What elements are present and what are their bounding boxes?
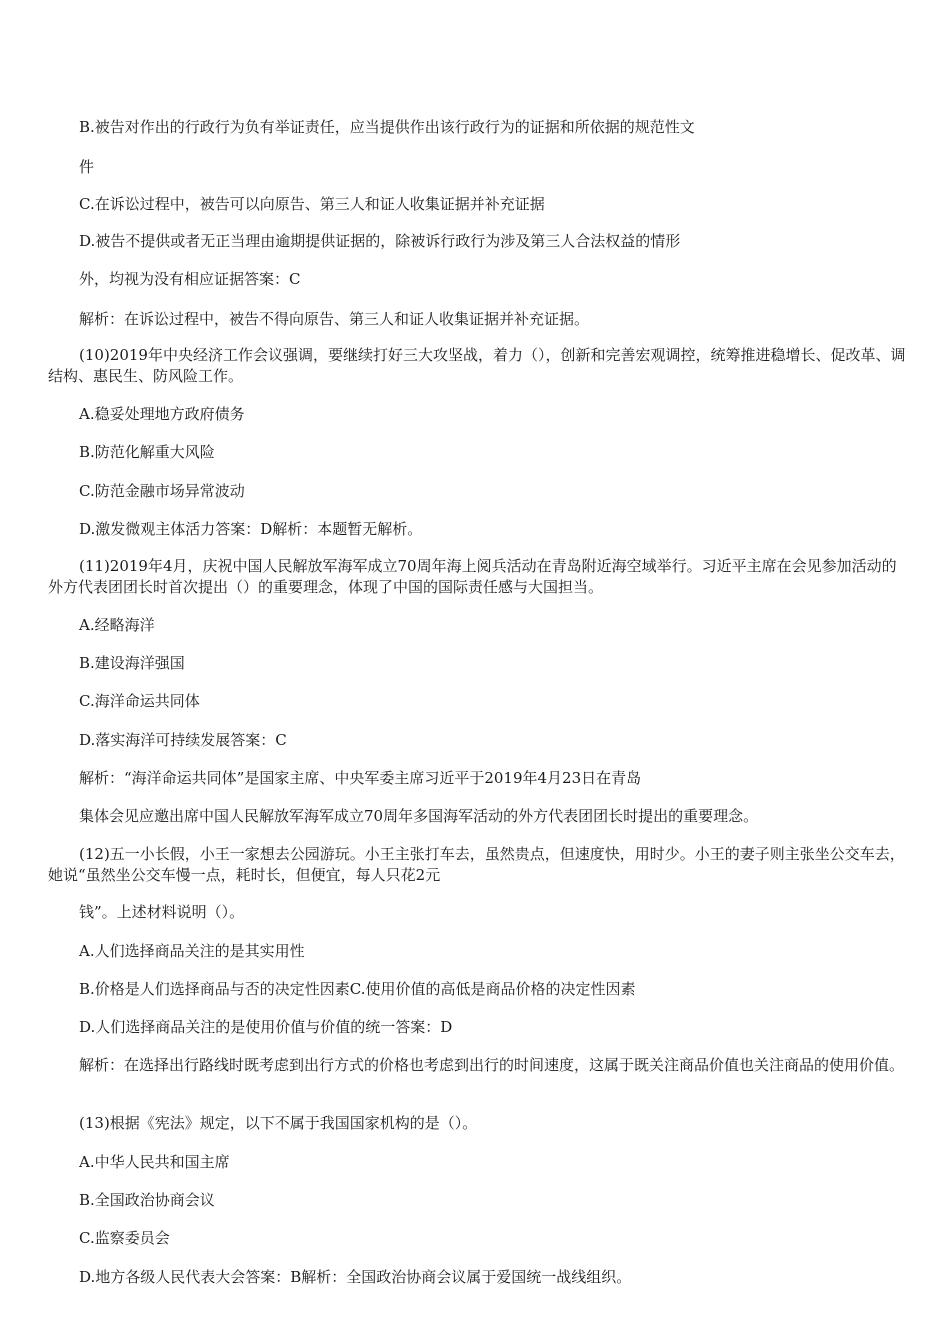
option-d-line-1: D.被告不提供或者无正当理由逾期提供证据的，除被诉行政行为涉及第三人合法权益的情形 [79,232,681,250]
question-12-line-3: 钱”。上述材料说明（）。 [79,903,245,921]
question-11: (11)2019年4月，庆祝中国人民解放军海军成立70周年海上阅兵活动在青岛附近海空域举行。习近平主席在会见参加活动的外方代表团团长时首次提出（）的重要理念，体现了中国的国际责任感与大国担当。 [48,557,897,596]
question-12-option-a: A.人们选择商品关注的是其实用性 [79,942,305,960]
question-13: (13)根据《宪法》规定，以下不属于我国国家机构的是（）。 [79,1114,478,1132]
question-12-option-bc: B.价格是人们选择商品与否的决定性因素C.使用价值的高低是商品价格的决定性因素 [79,980,636,998]
question-10-option-d: D.激发微观主体活力答案：D解析：本题暂无解析。 [79,520,423,538]
question-10-option-c: C.防范金融市场异常波动 [79,482,245,500]
question-11-option-c: C.海洋命运共同体 [79,692,200,710]
question-13-option-b: B.全国政治协商会议 [79,1191,215,1209]
option-c: C.在诉讼过程中，被告可以向原告、第三人和证人收集证据并补充证据 [79,195,545,213]
question-10-option-b: B.防范化解重大风险 [79,443,215,461]
option-b-line-1: B.被告对作出的行政行为负有举证责任，应当提供作出该行政行为的证据和所依据的规范性文 [79,118,695,136]
question-10: (10)2019年中央经济工作会议强调，要继续打好三大攻坚战，着力（），创新和完善宏观调控，统筹推进稳增长、促改革、调结构、惠民生、防风险工作。 [48,346,906,385]
question-13-option-c: C.监察委员会 [79,1229,170,1247]
analysis-11-line-2: 集体会见应邀出席中国人民解放军海军成立70周年多国海军活动的外方代表团团长时提出的重要理念。 [79,807,759,825]
question-12-option-d: D.人们选择商品关注的是使用价值与价值的统一答案：D [79,1018,453,1036]
question-11-option-d: D.落实海洋可持续发展答案：C [79,731,287,749]
question-11-option-b: B.建设海洋强国 [79,654,185,672]
analysis-9: 解析：在诉讼过程中，被告不得向原告、第三人和证人收集证据并补充证据。 [79,310,590,328]
question-13-option-a: A.中华人民共和国主席 [79,1153,230,1171]
analysis-11-line-1: 解析：“海洋命运共同体”是国家主席、中央军委主席习近平于2019年4月23日在青岛 [79,769,642,787]
option-d-line-2: 外，均视为没有相应证据答案：C [79,270,301,288]
question-12: (12)五一小长假，小王一家想去公园游玩。小王主张打车去，虽然贵点，但速度快，用时少。小王的妻子则主张坐公交车去，她说“虽然坐公交车慢一点，耗时长，但便宜，每人只花2元 [48,845,905,884]
question-13-option-d: D.地方各级人民代表大会答案：B解析：全国政治协商会议属于爱国统一战线组织。 [79,1268,632,1286]
analysis-12: 解析：在选择出行路线时既考虑到出行方式的价格也考虑到出行的时间速度，这属于既关注商品价值也关注商品的使用价值。 [79,1056,905,1074]
option-b-line-2: 件 [79,158,95,176]
question-10-option-a: A.稳妥处理地方政府债务 [79,405,245,423]
question-11-option-a: A.经略海洋 [79,616,155,634]
